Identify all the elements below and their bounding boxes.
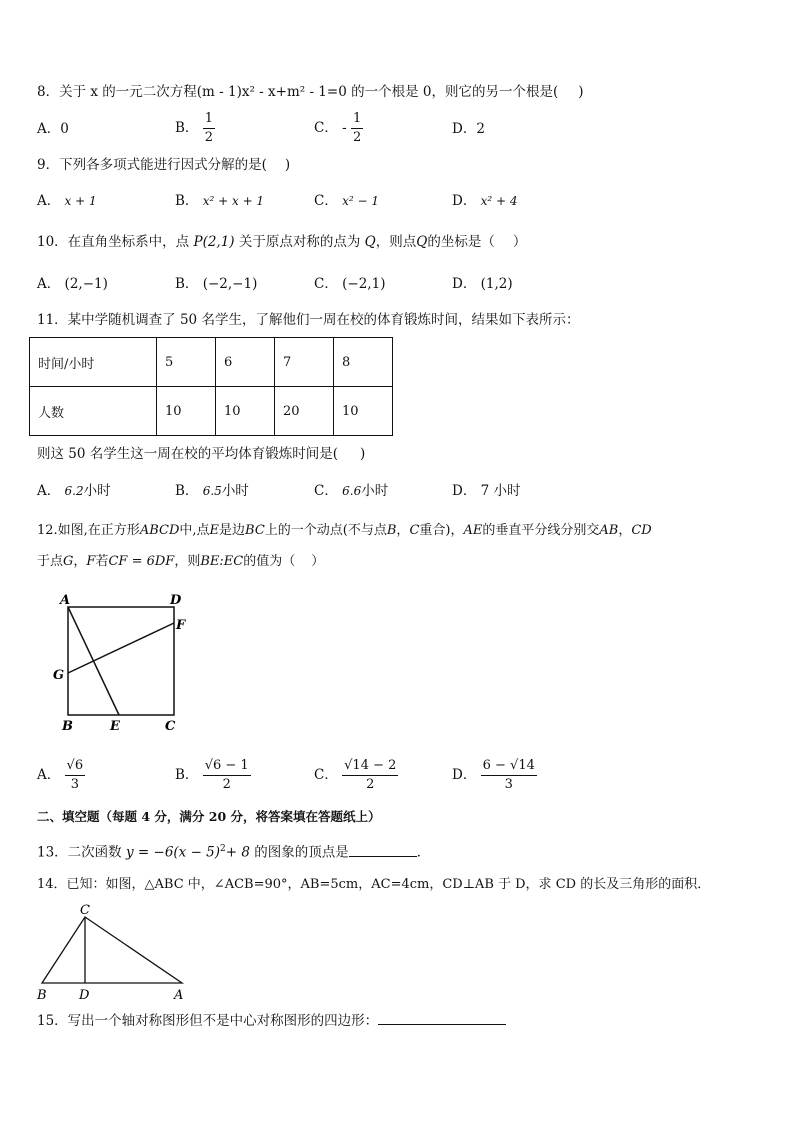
q10-q-letter-2: Q bbox=[416, 234, 428, 250]
table-cell: 8 bbox=[334, 338, 393, 387]
q11-option-b bbox=[175, 482, 249, 500]
q11-option-b-value: 6.5 bbox=[202, 484, 222, 498]
q12-math: F bbox=[86, 554, 96, 569]
q12-option-c-den: 2 bbox=[342, 775, 398, 794]
q12-text: ， bbox=[618, 523, 632, 538]
q12-text: 中,点 bbox=[179, 523, 210, 538]
q8-option-d bbox=[452, 120, 485, 138]
q13-end: ． bbox=[416, 844, 431, 861]
q12-option-c-label: C． bbox=[314, 767, 338, 783]
q12-text: ，则 bbox=[174, 554, 201, 569]
table-cell: 人数 bbox=[30, 387, 157, 436]
q9-option-c-value: x² − 1 bbox=[342, 194, 380, 208]
q12-option-b-den: 2 bbox=[203, 775, 251, 794]
q8-option-b bbox=[175, 110, 215, 147]
q11-option-b-unit: 小时 bbox=[221, 483, 249, 499]
q8-option-b-label: B． bbox=[175, 120, 199, 136]
q12-math: C bbox=[409, 523, 420, 538]
q8-stem bbox=[37, 83, 584, 101]
q12-text: 于点 bbox=[37, 554, 64, 569]
q15-stem bbox=[37, 1012, 506, 1030]
q12-math: BE:EC bbox=[200, 554, 244, 569]
q12-option-b-num: √6 − 1 bbox=[204, 758, 249, 773]
q11-option-d bbox=[452, 482, 521, 500]
q10-option-a-value: (2,−1) bbox=[64, 276, 108, 292]
table-cell: 10 bbox=[157, 387, 216, 436]
q9-stem-text: 9．下列各多项式能进行因式分解的是( bbox=[37, 157, 267, 173]
q11-close-paren: ) bbox=[360, 446, 366, 462]
q12-option-a-label: A． bbox=[37, 767, 61, 783]
q15-answer-blank[interactable] bbox=[378, 1024, 506, 1025]
q12-text: ， bbox=[73, 554, 87, 569]
q12-square-figure bbox=[48, 588, 198, 738]
q11-option-b-label: B． bbox=[175, 483, 199, 499]
q12-math: BC bbox=[245, 523, 265, 538]
q10-option-b-label: B． bbox=[175, 276, 199, 292]
q12-text: 是边 bbox=[219, 523, 246, 538]
q10-option-c-value: (−2,1) bbox=[342, 276, 386, 292]
q12-math: ABCD bbox=[139, 523, 180, 538]
q8-option-c-sign: - bbox=[342, 120, 347, 136]
q10-option-b bbox=[175, 275, 257, 293]
q10-option-d-label: D． bbox=[452, 276, 477, 292]
q10-q-letter: Q bbox=[364, 234, 376, 250]
q12-option-c-fraction bbox=[342, 757, 398, 794]
square-abcd bbox=[68, 607, 174, 715]
q12-line1 bbox=[37, 522, 652, 540]
q13-function-tail: + 8 bbox=[225, 844, 250, 861]
q13-prefix: 13．二次函数 bbox=[37, 844, 122, 861]
q12-math: CF = 6DF bbox=[108, 554, 175, 569]
q12-option-b-fraction bbox=[203, 757, 251, 794]
q12-option-c-num: √14 − 2 bbox=[344, 758, 397, 773]
q9-option-b bbox=[175, 192, 264, 210]
q12-math: CD bbox=[631, 523, 652, 538]
table-cell: 5 bbox=[157, 338, 216, 387]
q12-option-a-den: 3 bbox=[65, 775, 86, 794]
q12-text: 的垂直平分线分别交 bbox=[482, 523, 600, 538]
q8-option-d-value: 2 bbox=[476, 121, 485, 137]
table-cell: 时间/小时 bbox=[30, 338, 157, 387]
label-e: E bbox=[110, 719, 120, 734]
q11-option-c-value: 6.6 bbox=[342, 484, 362, 498]
q12-option-a-fraction bbox=[65, 757, 86, 794]
q12-math: AE bbox=[463, 523, 483, 538]
q10-option-a-label: A． bbox=[37, 276, 61, 292]
q12-text: 重合)， bbox=[419, 523, 464, 538]
q8-option-a bbox=[37, 120, 69, 138]
q12-option-c bbox=[314, 757, 398, 794]
q10-point: P(2,1) bbox=[193, 234, 235, 250]
q14-stem: 14．已知：如图，△ABC 中，∠ACB=90°，AB=5cm，AC=4cm，CD⊥AB 于 D，求 CD 的长及三角形的面积． bbox=[37, 877, 711, 892]
table-cell: 6 bbox=[216, 338, 275, 387]
q12-option-a-num: √6 bbox=[66, 758, 84, 773]
table-cell: 10 bbox=[334, 387, 393, 436]
label-d: D bbox=[79, 988, 90, 1003]
table-cell: 20 bbox=[275, 387, 334, 436]
q10-option-d bbox=[452, 275, 513, 293]
q12-option-b-label: B． bbox=[175, 767, 199, 783]
q8-option-a-label: A． bbox=[37, 121, 61, 137]
q12-option-d-num: 6 − √14 bbox=[482, 758, 535, 773]
q13-function: y = −6(x − 5) bbox=[125, 844, 221, 861]
q8-option-c-label: C． bbox=[314, 120, 338, 136]
q9-option-d-value: x² + 4 bbox=[480, 194, 518, 208]
q12-option-d-fraction bbox=[481, 757, 537, 794]
q13-exponent: 2 bbox=[220, 844, 226, 854]
q12-option-b bbox=[175, 757, 251, 794]
table-cell: 10 bbox=[216, 387, 275, 436]
q12-math: E bbox=[209, 523, 220, 538]
q13-answer-blank[interactable] bbox=[349, 856, 417, 857]
q9-close-paren: ) bbox=[284, 157, 291, 173]
q11-option-d-unit: 7 小时 bbox=[480, 483, 521, 499]
label-f: F bbox=[176, 618, 186, 633]
q8-option-b-fraction bbox=[203, 110, 215, 147]
q11-option-c bbox=[314, 482, 388, 500]
q11-stem: 11．某中学随机调查了 50 名学生，了解他们一周在校的体育锻炼时间，结果如下表所示： bbox=[37, 312, 580, 328]
q8-stem-text: 8．关于 x 的一元二次方程(m - 1)x² - x+m² - 1=0 的一个根是 0，则它的另一个根是( bbox=[37, 84, 559, 100]
q12-option-d-label: D． bbox=[452, 767, 477, 783]
q12-text: ， bbox=[396, 523, 410, 538]
q9-option-d-label: D． bbox=[452, 193, 477, 209]
q11-option-a-value: 6.2 bbox=[64, 484, 84, 498]
table-row bbox=[30, 387, 393, 436]
label-g: G bbox=[53, 668, 65, 683]
q9-option-a bbox=[37, 192, 97, 210]
q12-text: 上的一个动点(不与点 bbox=[264, 523, 387, 538]
q12-line2 bbox=[37, 553, 324, 571]
q10-close-paren: ） bbox=[512, 234, 527, 250]
q8-close-paren: ) bbox=[578, 84, 584, 100]
q12-close-paren: ） bbox=[311, 554, 325, 569]
q8-option-c-fraction bbox=[351, 110, 363, 147]
table-cell: 7 bbox=[275, 338, 334, 387]
q8-option-c bbox=[314, 110, 363, 147]
q11-option-c-label: C． bbox=[314, 483, 338, 499]
q8-option-c-num: 1 bbox=[353, 111, 362, 126]
triangle-abc bbox=[42, 917, 182, 983]
q15-text: 15．写出一个轴对称图形但不是中心对称图形的四边形： bbox=[37, 1013, 379, 1029]
q10-stem-a: 10．在直角坐标系中，点 bbox=[37, 234, 190, 250]
q10-stem-b: 关于原点对称的点为 bbox=[238, 234, 361, 250]
q9-option-d bbox=[452, 192, 518, 210]
q8-option-b-num: 1 bbox=[204, 111, 213, 126]
q13-suffix: 的图象的顶点是 bbox=[254, 844, 349, 861]
q12-math: AB bbox=[599, 523, 619, 538]
q12-option-d-den: 3 bbox=[481, 775, 537, 794]
q12-math: B bbox=[386, 523, 397, 538]
label-b: B bbox=[37, 988, 47, 1003]
q11-option-a-unit: 小时 bbox=[83, 483, 111, 499]
q11-option-a bbox=[37, 482, 111, 500]
q12-math: G bbox=[63, 554, 74, 569]
q11-option-a-label: A． bbox=[37, 483, 61, 499]
q10-option-b-value: (−2,−1) bbox=[202, 276, 258, 292]
label-a: A bbox=[174, 988, 184, 1003]
label-b: B bbox=[62, 719, 73, 734]
q11-question-text: 则这 50 名学生这一周在校的平均体育锻炼时间是( bbox=[37, 446, 339, 462]
label-a: A bbox=[60, 593, 71, 608]
q9-stem bbox=[37, 156, 290, 174]
q11-option-c-unit: 小时 bbox=[361, 483, 389, 499]
q10-option-d-value: (1,2) bbox=[480, 276, 513, 292]
q11-question bbox=[37, 445, 365, 463]
q12-option-d bbox=[452, 757, 537, 794]
q8-option-b-den: 2 bbox=[204, 130, 213, 145]
q9-option-a-label: A． bbox=[37, 193, 61, 209]
q8-option-a-value: 0 bbox=[60, 121, 69, 137]
q11-table bbox=[29, 337, 393, 436]
q10-option-c-label: C． bbox=[314, 276, 338, 292]
label-d: D bbox=[170, 593, 182, 608]
segment-gf bbox=[68, 623, 174, 673]
q14-triangle-figure bbox=[30, 900, 200, 1004]
q9-option-c bbox=[314, 192, 379, 210]
q12-text: 若 bbox=[95, 554, 109, 569]
section-heading-fill-in: 二、填空题（每题 4 分，满分 20 分，将答案填在答题纸上） bbox=[37, 809, 381, 824]
q10-stem-c: ，则点 bbox=[375, 234, 417, 250]
q8-option-c-den: 2 bbox=[353, 130, 362, 145]
label-c: C bbox=[165, 719, 176, 734]
q12-option-a bbox=[37, 757, 85, 794]
q13-stem bbox=[37, 840, 430, 862]
q10-option-c bbox=[314, 275, 385, 293]
q9-option-a-value: x + 1 bbox=[64, 194, 97, 208]
q12-text: 12.如图,在正方形 bbox=[37, 523, 140, 538]
q9-option-c-label: C． bbox=[314, 193, 338, 209]
q12-text: 的值为（ bbox=[243, 554, 296, 569]
q10-option-a bbox=[37, 275, 108, 293]
q10-stem-d: 的坐标是（ bbox=[427, 234, 495, 250]
label-c: C bbox=[80, 903, 90, 918]
q8-option-d-label: D． bbox=[452, 121, 477, 137]
q11-option-d-label: D． bbox=[452, 483, 477, 499]
q9-option-b-value: x² + x + 1 bbox=[202, 194, 265, 208]
q10-stem bbox=[37, 233, 526, 251]
q9-option-b-label: B． bbox=[175, 193, 199, 209]
table-row bbox=[30, 338, 393, 387]
